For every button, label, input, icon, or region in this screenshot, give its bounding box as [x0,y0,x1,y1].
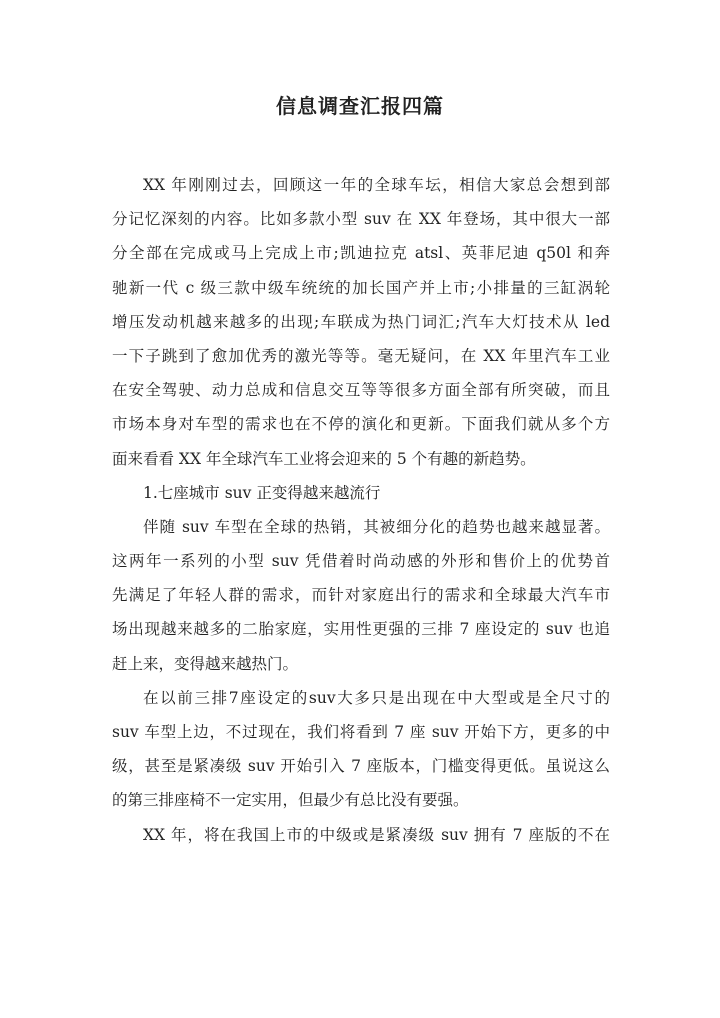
text-line: 伴随 suv 车型在全球的热销，其被细分化的趋势也越来越显著。 [143,517,610,536]
text-line: 在安全驾驶、动力总成和信息交互等等很多方面全部有所突破，而且 [112,381,610,400]
text-line: 增压发动机越来越多的出现;车联成为热门词汇;汽车大灯技术从 led [112,312,610,331]
text-line: 这两年一系列的小型 suv 凭借着时尚动感的外形和售价上的优势首 [112,552,610,571]
text-line: 分记忆深刻的内容。比如多款小型 suv 在 XX 年登场，其中很大一部 [112,210,610,229]
text-line: 赶上来，变得越来越热门。 [112,654,299,673]
text-line: 市场本身对车型的需求也在不停的演化和更新。下面我们就从多个方 [112,415,610,434]
text-line: 级，甚至是紧凑级 suv 开始引入 7 座版本，门槛变得更低。虽说这么 [112,757,610,776]
text-line: 一下子跳到了愈加优秀的激光等等。毫无疑问，在 XX 年里汽车工业 [112,346,610,365]
document-title: 信息调查汇报四篇 [276,94,444,118]
text-line: 分全部在完成或马上完成上市;凯迪拉克 atsl、英菲尼迪 q50l 和奔 [112,244,610,263]
text-line: 的第三排座椅不一定实用，但最少有总比没有要强。 [112,791,469,810]
text-line: 先满足了年轻人群的需求，而针对家庭出行的需求和全球最大汽车市 [112,586,610,605]
text-line: 场出现越来越多的二胎家庭，实用性更强的三排 7 座设定的 suv 也追 [112,620,610,639]
text-line: XX 年刚刚过去，回顾这一年的全球车坛，相信大家总会想到部 [143,176,610,194]
text-line: 面来看看 XX 年全球汽车工业将会迎来的 5 个有趣的新趋势。 [112,449,536,468]
text-line: XX 年，将在我国上市的中级或是紧凑级 suv 拥有 7 座版的不在 [143,825,610,844]
text-line: 1.七座城市 suv 正变得越来越流行 [143,483,381,502]
text-line: 驰新一代 c 级三款中级车统统的加长国产并上市;小排量的三缸涡轮 [112,278,610,297]
text-line: 在以前三排7座设定的suv大多只是出现在中大型或是全尺寸的 [143,688,610,707]
document-body [112,168,610,852]
text-line: suv 车型上边，不过现在，我们将看到 7 座 suv 开始下方，更多的中 [112,723,610,741]
